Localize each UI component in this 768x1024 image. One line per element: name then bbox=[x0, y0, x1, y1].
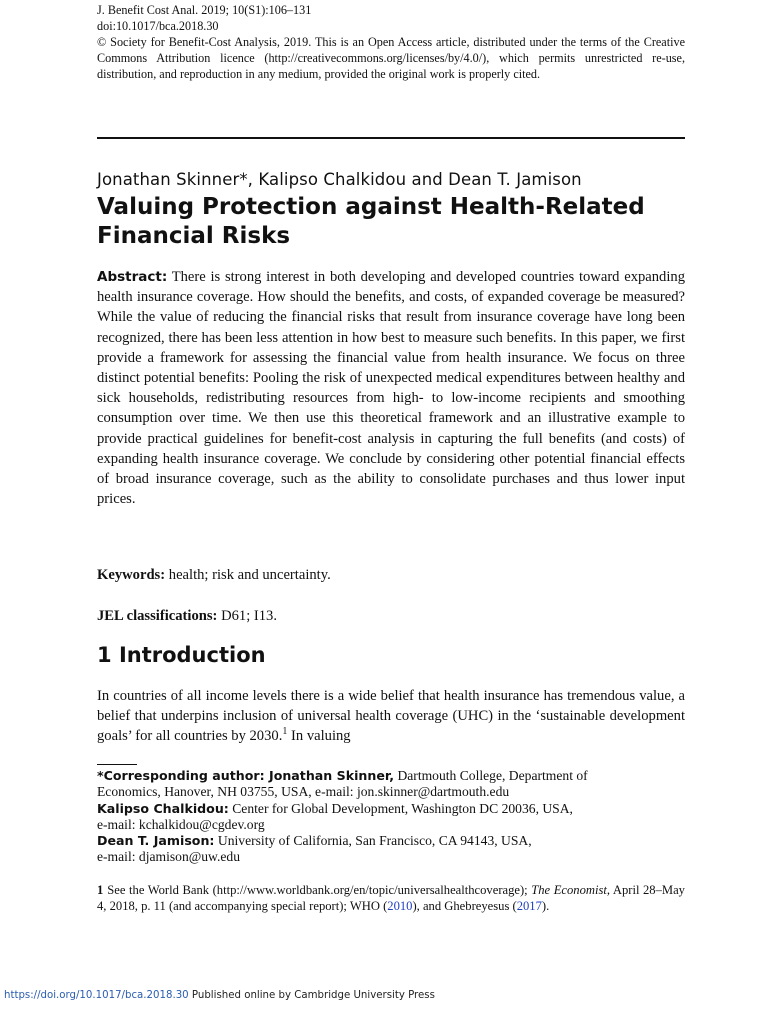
article-metadata bbox=[97, 2, 685, 82]
citation-link-2017[interactable]: 2017 bbox=[516, 899, 542, 913]
jel-classifications bbox=[97, 608, 685, 625]
footnote-text: See the World Bank (http://www.worldbank.org/en/topic/universalhealthcoverage); bbox=[107, 883, 528, 897]
affiliation-line: Center for Global Development, Washington DC 20036, USA, bbox=[232, 800, 573, 816]
footnote-divider bbox=[97, 764, 137, 765]
intro-text: In countries of all income levels there is a wide belief that health insurance has tremendous value, a belief that underpins inclusion of universal health coverage (UHC) in the ‘sustainable development goals’ for all countries by 2030. bbox=[97, 688, 685, 745]
doi-link[interactable]: https://doi.org/10.1017/bca.2018.30 bbox=[4, 990, 189, 1001]
affiliation-name: Kalipso Chalkidou: bbox=[97, 800, 229, 816]
affiliation-line: Dartmouth College, Department of bbox=[397, 768, 588, 783]
citation-link-2010[interactable]: 2010 bbox=[387, 899, 413, 913]
intro-paragraph bbox=[97, 686, 685, 747]
doi-line: doi:10.1017/bca.2018.30 bbox=[97, 19, 219, 33]
abstract bbox=[97, 267, 685, 509]
section-title: Introduction bbox=[118, 643, 266, 667]
title-line-2: Financial Risks bbox=[97, 223, 291, 249]
affiliation-chalkidou bbox=[97, 801, 685, 834]
jel-text: D61; I13. bbox=[221, 608, 278, 624]
section-heading bbox=[97, 643, 685, 667]
footnote-text: April 28–May 4, 2018, p. 11 (and accompanying special report); WHO ( bbox=[97, 883, 685, 913]
page-bottom-bar bbox=[4, 990, 435, 1001]
footnote-1 bbox=[97, 882, 685, 914]
published-note: Published online by Cambridge University Press bbox=[191, 990, 435, 1001]
affiliation-line: e-mail: djamison@uw.edu bbox=[97, 849, 241, 865]
footnote-text: ), and Ghebreyesus ( bbox=[412, 899, 517, 913]
footnote-italic: The Economist, bbox=[531, 883, 611, 897]
affiliation-name: *Corresponding author: Jonathan Skinner, bbox=[97, 768, 395, 783]
section-number: 1 bbox=[97, 643, 112, 667]
header-divider bbox=[97, 137, 685, 139]
abstract-label: Abstract: bbox=[97, 269, 168, 285]
author-list: Jonathan Skinner*, Kalipso Chalkidou and Dean T. Jamison bbox=[97, 170, 582, 189]
jel-label: JEL classifications: bbox=[97, 608, 218, 624]
copyright-notice: © Society for Benefit-Cost Analysis, 2019. This is an Open Access article, distributed under the terms of the Creative Commons Attribution licence (http://creativecommons.org/licenses/by/4.0/), which permits unrestricted re-use, distribution, and reproduction in any medium, provided the original work is properly cited. bbox=[97, 35, 685, 81]
keywords-text: health; risk and uncertainty. bbox=[168, 567, 331, 583]
footnote-text: ). bbox=[541, 899, 550, 913]
article-title bbox=[97, 193, 685, 251]
keywords-label: Keywords: bbox=[97, 567, 166, 583]
keywords bbox=[97, 567, 685, 584]
intro-text-continued: In valuing bbox=[287, 728, 351, 745]
affiliation-jamison bbox=[97, 833, 685, 866]
affiliation-line: University of California, San Francisco, CA 94143, USA, bbox=[217, 833, 532, 849]
affiliation-line: Economics, Hanover, NH 03755, USA, e-mail: jon.skinner@dartmouth.edu bbox=[97, 784, 510, 800]
title-line-1: Valuing Protection against Health-Related bbox=[97, 194, 645, 220]
author-affiliations bbox=[97, 768, 685, 866]
affiliation-skinner bbox=[97, 768, 685, 801]
footnote-marker[interactable]: 1 bbox=[282, 726, 288, 738]
footnote-number: 1 bbox=[97, 883, 104, 897]
abstract-text: There is strong interest in both developing and developed countries toward expanding health insurance coverage. How should the benefits, and costs, of expanded coverage be measured? While the value of reducing the financial risks that result from insurance coverage have long been recognized, there has been less attention in how best to measure such benefits. In this paper, we first provide a framework for assessing the financial value from health insurance. We focus on three distinct potential benefits: Pooling the risk of unexpected medical expenditures between healthy and sick households, redistributing resources from high- to low-income recipients and smoothing consumption over time. We then use this theoretical framework and an illustrative example to provide practical guidelines for benefit-cost analysis in capturing the full benefits (and costs) of expanding health insurance coverage. We conclude by considering other potential financial effects of broad insurance coverage, such as the ability to consolidate purchases and thus lower input prices. bbox=[97, 269, 686, 508]
affiliation-name: Dean T. Jamison: bbox=[97, 833, 215, 849]
journal-reference: J. Benefit Cost Anal. 2019; 10(S1):106–131 bbox=[97, 3, 312, 17]
affiliation-line: e-mail: kchalkidou@cgdev.org bbox=[97, 816, 265, 832]
